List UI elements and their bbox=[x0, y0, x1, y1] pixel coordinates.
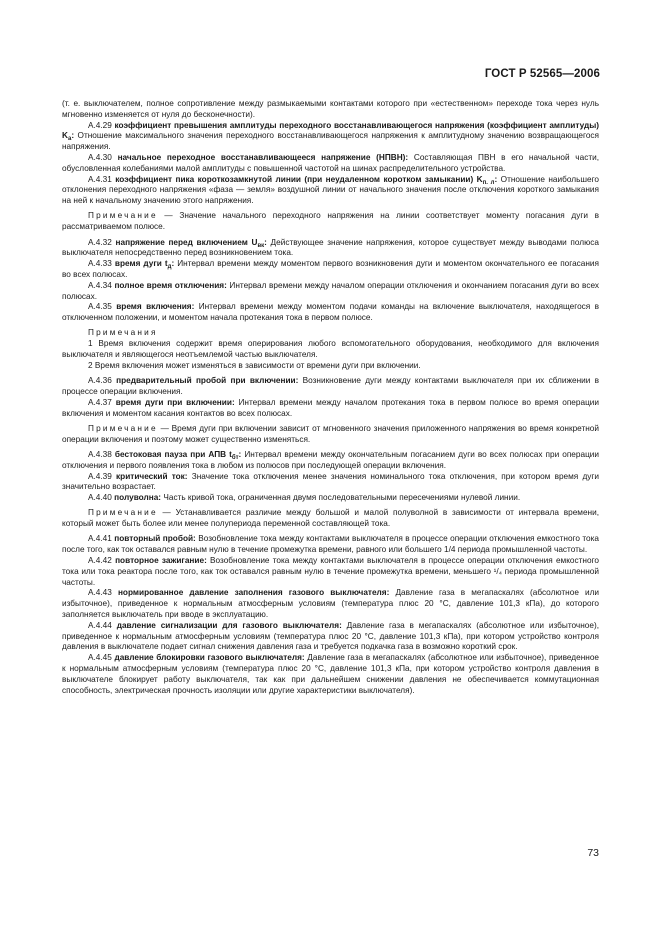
term: полуволна: bbox=[114, 493, 162, 503]
definition-a4-38: А.4.38 бестоковая пауза при АПВ $t_{бт}$: Интервал времени между окончательным погасанием дуги во всех полюсах при операции отключения и первого появления тока в любом из полюсов при последующей операции включения. bbox=[62, 449, 600, 470]
term: полное время отключения: bbox=[114, 280, 227, 290]
definition-a4-30: А.4.30 начальное переходное восстанавливающееся напряжение (НПВН): Составляющая ПВН в его начальной части, обусловленная колебаниями малой амплитуды с повышенной частотой на шинах распределительного устройства. bbox=[62, 152, 599, 173]
page-number: 73 bbox=[587, 847, 599, 859]
definition-a4-36: А.4.36 предварительный пробой при включении: Возникновение дуги между контактами выключателя при их сближении в процессе операции включения. bbox=[62, 376, 599, 396]
term: напряжение перед включением $U_{вк}$: bbox=[115, 237, 267, 249]
notes-heading: Примечания bbox=[88, 328, 158, 338]
note-item-1: 1 Время включения содержит время оперирования любого вспомогательного оборудования, необходимого для включения выключателя и являющегося неотъемлемой частью выключателя. bbox=[62, 339, 599, 360]
definition-a4-44: А.4.44 давление сигнализации для газового выключателя: Давление газа в мегапаскалях (абсолютное или избыточное), приведенное к нормальным атмосферным условиям (температура плюс 20 °С, давление 101,3 кПа), при котором устройство контроля давления в выключателе подает сигнал снижения давления газа и требуется подкачка газа в возможно короткий срок. bbox=[62, 620, 599, 652]
definition-a4-41: А.4.41 повторный пробой: Возобновление тока между контактами выключателя в процессе операции отключения емкостного тока после того, как ток оставался равным нулю в течение промежутка времени, равного или большего 1/4 периода промышленной частоты. bbox=[62, 534, 600, 555]
term: нормированное давление заполнения газового выключателя: bbox=[117, 588, 390, 598]
definition-a4-32: А.4.32 напряжение перед включением $U_{вк}$: Действующее значение напряжения, которое существует между выводами полюса выключателя непосредственно перед возникновением тока. bbox=[62, 237, 599, 258]
note-a4-37: Примечание — Время дуги при включении зависит от мгновенного значения приложенного напряжения во время конкретной операции включения и поэтому может существенно изменяться. bbox=[62, 423, 599, 444]
term: начальное переходное восстанавливающееся напряжение (НПВН): bbox=[117, 152, 409, 162]
definition-a4-42: А.4.42 повторное зажигание: Возобновление тока между контактами выключателя в процессе операции отключения емкостного тока или тока реактора после того, как ток оставался равным нулю в течение промежутка времени, меньшего ¹/₄ периода промышленной частоты. bbox=[62, 556, 599, 587]
note-a4-40: Примечание — Устанавливается различие между большой и малой полуволной в зависимости от интервала времени, который может быть более или менее полупериода переменной составляющей тока. bbox=[62, 508, 599, 529]
definition-a4-40: А.4.40 полуволна: Часть кривой тока, ограниченная двумя последовательными пересечениями нулевой линии. bbox=[88, 493, 521, 503]
term: бестоковая пауза при АПВ $t_{бт}$: bbox=[114, 449, 242, 461]
term: критический ток: bbox=[116, 471, 188, 481]
definition-a4-35: А.4.35 время включения: Интервал времени между моментом подачи команды на включение выключателя, находящегося в отключенном положении, и моментом начала протекания тока в первом полюсе. bbox=[62, 302, 600, 323]
document-header: ГОСТ Р 52565—2006 bbox=[484, 68, 600, 80]
document-body bbox=[62, 99, 599, 696]
term: коэффициент превышения амплитуды переходного восстанавливающегося напряжения (коэффициент амплитуды) $K_а$: bbox=[62, 120, 599, 143]
definition-a4-45: А.4.45 давление блокировки газового выключателя: Давление газа в мегапаскалях (абсолютное или избыточное), приведенное к нормальным атмосферным условиям (температура плюс 20 °С, давление 101,3 кПа, при котором устройство контроля давления в выключателе блокирует работу выключателя, так как при дальнейшем снижении давления не обеспечивается коммутационная способность, электрическая прочность изоляции или другие характеристики выключателя). bbox=[62, 653, 599, 695]
term: предварительный пробой при включении: bbox=[116, 376, 299, 386]
term: повторный пробой: bbox=[114, 534, 196, 544]
definition-a4-34: А.4.34 полное время отключения: Интервал времени между началом операции отключения и окончанием погасания дуги во всех полюсах. bbox=[62, 280, 599, 301]
definition-a4-33: А.4.33 время дуги $t_д$: Интервал времени между моментом первого возникновения дуги и моментом окончательного ее погасания во всех полюсах. bbox=[62, 259, 600, 279]
definition-a4-43: А.4.43 нормированное давление заполнения газового выключателя: Давление газа в мегапаскалях (абсолютное или избыточное), приведенное к нормальным атмосферным условиям (температура плюс 20 °С, давление 101,3 кПа), до которого заполняется выключатель при вводе в эксплуатацию. bbox=[62, 588, 600, 620]
term: время дуги при включении: bbox=[115, 397, 235, 407]
definition-a4-39: А.4.39 критический ток: Значение тока отключения менее значения номинального тока отключения, при котором время дуги значительно возрастает. bbox=[62, 471, 599, 492]
note-a4-31: Примечание — Значение начального переходного напряжения на линии соответствует моменту погасания дуги в рассматриваемом полюсе. bbox=[62, 211, 599, 232]
term: время дуги $t_д$: bbox=[114, 259, 175, 271]
definition-a4-29: А.4.29 коэффициент превышения амплитуды переходного восстанавливающегося напряжения (коэффициент амплитуды) $K_а$: Отношение максимального значения переходного восстанавливающегося напряжения к амплитудному значению возвращающегося напряжения. bbox=[62, 120, 599, 152]
definition-a4-31: А.4.31 коэффициент пика короткозамкнутой линии (при неудаленном коротком замыкании) $K_{п. л}$: Отношение наибольшего отклонения переходного напряжения «фаза — земля» воздушной линии от начального значения после отключения короткого замыкания на ней к начальному значению этого напряжения. bbox=[62, 174, 599, 206]
definition-a4-37: А.4.37 время дуги при включении: Интервал времени между началом протекания тока в первом полюсе во время операции включения и моментом касания контактов во всех полюсах. bbox=[62, 397, 600, 418]
term: повторное зажигание: bbox=[115, 556, 207, 566]
term: коэффициент пика короткозамкнутой линии (при неудаленном коротком замыкании) $K_{п. л}$: bbox=[115, 174, 498, 186]
paragraph-continuation: (т. е. выключателем, полное сопротивление между размыкаемыми контактами которого при «естественном» переходе тока через нуль мгновенно изменяется от нуля до бесконечности). bbox=[62, 99, 599, 119]
term: давление сигнализации для газового выключателя: bbox=[116, 620, 342, 630]
term: время включения: bbox=[116, 302, 195, 312]
note-item-2: 2 Время включения может изменяться в зависимости от времени дуги при включении. bbox=[88, 360, 421, 370]
term: давление блокировки газового выключателя: bbox=[114, 653, 305, 663]
